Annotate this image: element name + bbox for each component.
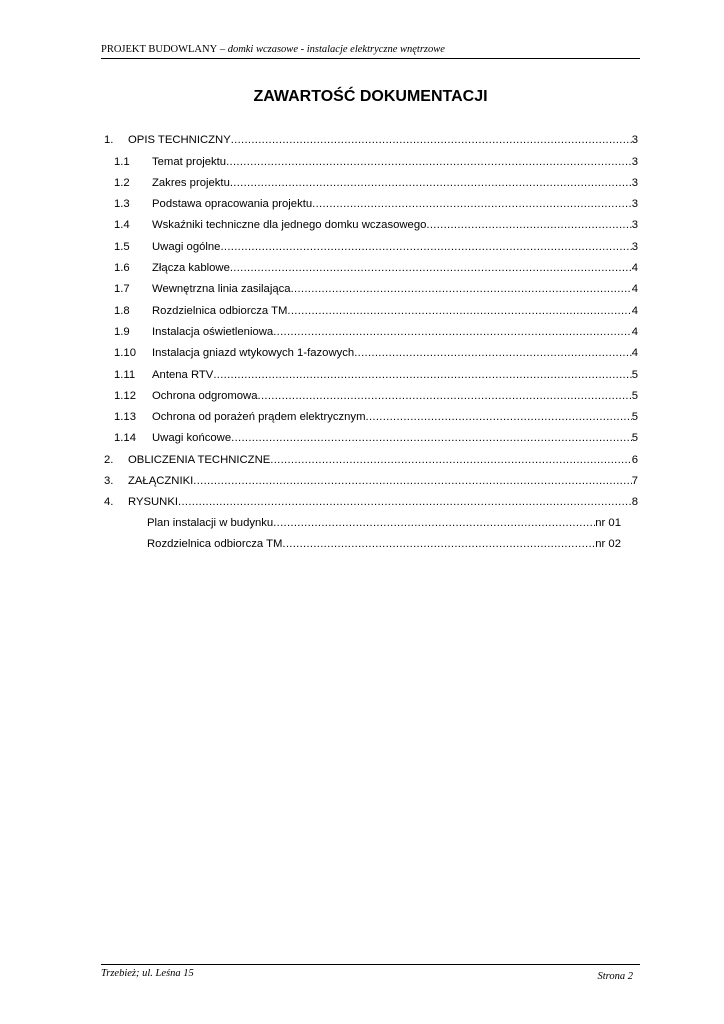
toc-entry-number: 1.2 (114, 176, 130, 189)
toc-entry[interactable] (104, 320, 638, 341)
toc-entry-page: 3 (631, 219, 638, 232)
toc-entry[interactable] (104, 447, 638, 468)
toc-entry-label: Złącza kablowe (152, 262, 230, 275)
toc-entry-page: 4 (631, 347, 638, 360)
drawing-entry-number: nr 01 (595, 517, 621, 530)
toc-entry[interactable] (104, 128, 638, 149)
toc-entry[interactable] (104, 277, 638, 298)
toc-entry-page: 8 (631, 496, 638, 509)
toc-entry-number: 1.10 (114, 347, 136, 360)
toc-entry-label: Wskaźniki techniczne dla jednego domku wczasowego (152, 219, 427, 232)
dot-leader (273, 514, 595, 532)
toc-entry-page: 6 (631, 453, 638, 466)
header-project-type: PROJEKT BUDOWLANY (101, 44, 218, 55)
dot-leader (231, 429, 632, 447)
toc-entry-number: 1.8 (114, 304, 130, 317)
toc-entry-label: Podstawa opracowania projektu (152, 198, 313, 211)
toc-entry-page: 3 (631, 134, 638, 147)
toc-entry-page: 3 (631, 155, 638, 168)
dot-leader (230, 259, 632, 277)
dot-leader (220, 238, 631, 256)
toc-entry-page: 5 (631, 389, 638, 402)
toc-entry-page: 3 (631, 176, 638, 189)
dot-leader (287, 302, 631, 320)
toc-entry-label: RYSUNKI (128, 496, 179, 509)
dot-leader (230, 174, 632, 192)
header-project-subject: – domki wczasowe - instalacje elektryczne wnętrzowe (217, 44, 445, 55)
toc-entry[interactable] (104, 298, 638, 319)
toc-entry-page: 4 (631, 262, 638, 275)
toc-entry[interactable] (104, 192, 638, 213)
toc-entry-label: Wewnętrzna linia zasilająca (152, 283, 291, 296)
toc-entry[interactable] (104, 234, 638, 255)
toc-entry-page: 7 (631, 475, 638, 488)
dot-leader (312, 195, 632, 213)
drawing-entry[interactable] (104, 532, 638, 553)
toc-entry-label: OBLICZENIA TECHNICZNE (128, 453, 271, 466)
toc-entry-number: 1.9 (114, 325, 130, 338)
toc-entry-page: 4 (631, 304, 638, 317)
dot-leader (354, 344, 632, 362)
toc-entry-page: 5 (631, 368, 638, 381)
dot-leader (366, 408, 632, 426)
dot-leader (258, 387, 632, 405)
toc-entry-page: 4 (631, 325, 638, 338)
toc-entry[interactable] (104, 171, 638, 192)
dot-leader (426, 216, 631, 234)
toc-entry-number: 1. (104, 134, 114, 147)
toc-entry-number: 1.5 (114, 240, 130, 253)
toc-entry[interactable] (104, 256, 638, 277)
toc-entry-page: 5 (631, 432, 638, 445)
toc-entry-label: OPIS TECHNICZNY (128, 134, 231, 147)
table-of-contents (104, 128, 638, 553)
drawing-entry-number: nr 02 (595, 538, 621, 551)
dot-leader (291, 280, 632, 298)
toc-entry-label: Rozdzielnica odbiorcza TM (152, 304, 288, 317)
toc-entry-label: ZAŁĄCZNIKI (128, 475, 194, 488)
toc-entry-number: 1.13 (114, 411, 136, 424)
drawing-entry-label: Plan instalacji w budynku (147, 517, 274, 530)
toc-entry-label: Uwagi ogólne (152, 240, 221, 253)
toc-entry-label: Instalacja gniazd wtykowych 1-fazowych (152, 347, 355, 360)
toc-entry-page: 4 (631, 283, 638, 296)
toc-entry-number: 3. (104, 475, 114, 488)
toc-entry-number: 1.4 (114, 219, 130, 232)
toc-entry-number: 1.3 (114, 198, 130, 211)
toc-entry-label: Antena RTV (152, 368, 214, 381)
toc-entry-label: Uwagi końcowe (152, 432, 232, 445)
toc-entry-label: Temat projektu (152, 155, 227, 168)
drawing-entry-label: Rozdzielnica odbiorcza TM (147, 538, 283, 551)
toc-entry-label: Ochrona od porażeń prądem elektrycznym (152, 411, 366, 424)
dot-leader (226, 153, 632, 171)
toc-entry-number: 1.6 (114, 262, 130, 275)
dot-leader (270, 451, 631, 469)
toc-entry-page: 5 (631, 411, 638, 424)
toc-entry-label: Ochrona odgromowa (152, 389, 258, 402)
running-header (101, 44, 640, 56)
toc-entry[interactable] (104, 213, 638, 234)
toc-entry-number: 1.12 (114, 389, 136, 402)
dot-leader (231, 131, 632, 149)
dot-leader (193, 472, 631, 490)
running-footer (101, 968, 633, 980)
drawing-entry[interactable] (104, 511, 638, 532)
toc-entry[interactable] (104, 405, 638, 426)
dot-leader (178, 493, 632, 511)
toc-entry-page: 3 (631, 198, 638, 211)
toc-entry-number: 1.14 (114, 432, 136, 445)
footer-address: Trzebież; ul. Leśna 15 (101, 968, 194, 979)
toc-entry[interactable] (104, 469, 638, 490)
toc-entry[interactable] (104, 341, 638, 362)
toc-entry[interactable] (104, 149, 638, 170)
toc-entry[interactable] (104, 426, 638, 447)
toc-entry[interactable] (104, 362, 638, 383)
header-rule (101, 58, 640, 59)
toc-entry-number: 4. (104, 496, 114, 509)
toc-entry-number: 1.7 (114, 283, 130, 296)
toc-entry[interactable] (104, 490, 638, 511)
footer-rule (101, 964, 640, 965)
dot-leader (282, 535, 595, 553)
toc-entry-number: 1.1 (114, 155, 130, 168)
dot-leader (213, 366, 631, 384)
toc-entry-label: Zakres projektu (152, 176, 230, 189)
toc-entry-page: 3 (631, 240, 638, 253)
dot-leader (273, 323, 632, 341)
toc-entry-number: 1.11 (114, 368, 136, 381)
toc-entry-label: Instalacja oświetleniowa (152, 325, 274, 338)
footer-page-number: Strona 2 (597, 971, 633, 982)
toc-entry[interactable] (104, 384, 638, 405)
page-title: ZAWARTOŚĆ DOKUMENTACJI (253, 88, 488, 105)
toc-entry-number: 2. (104, 453, 114, 466)
